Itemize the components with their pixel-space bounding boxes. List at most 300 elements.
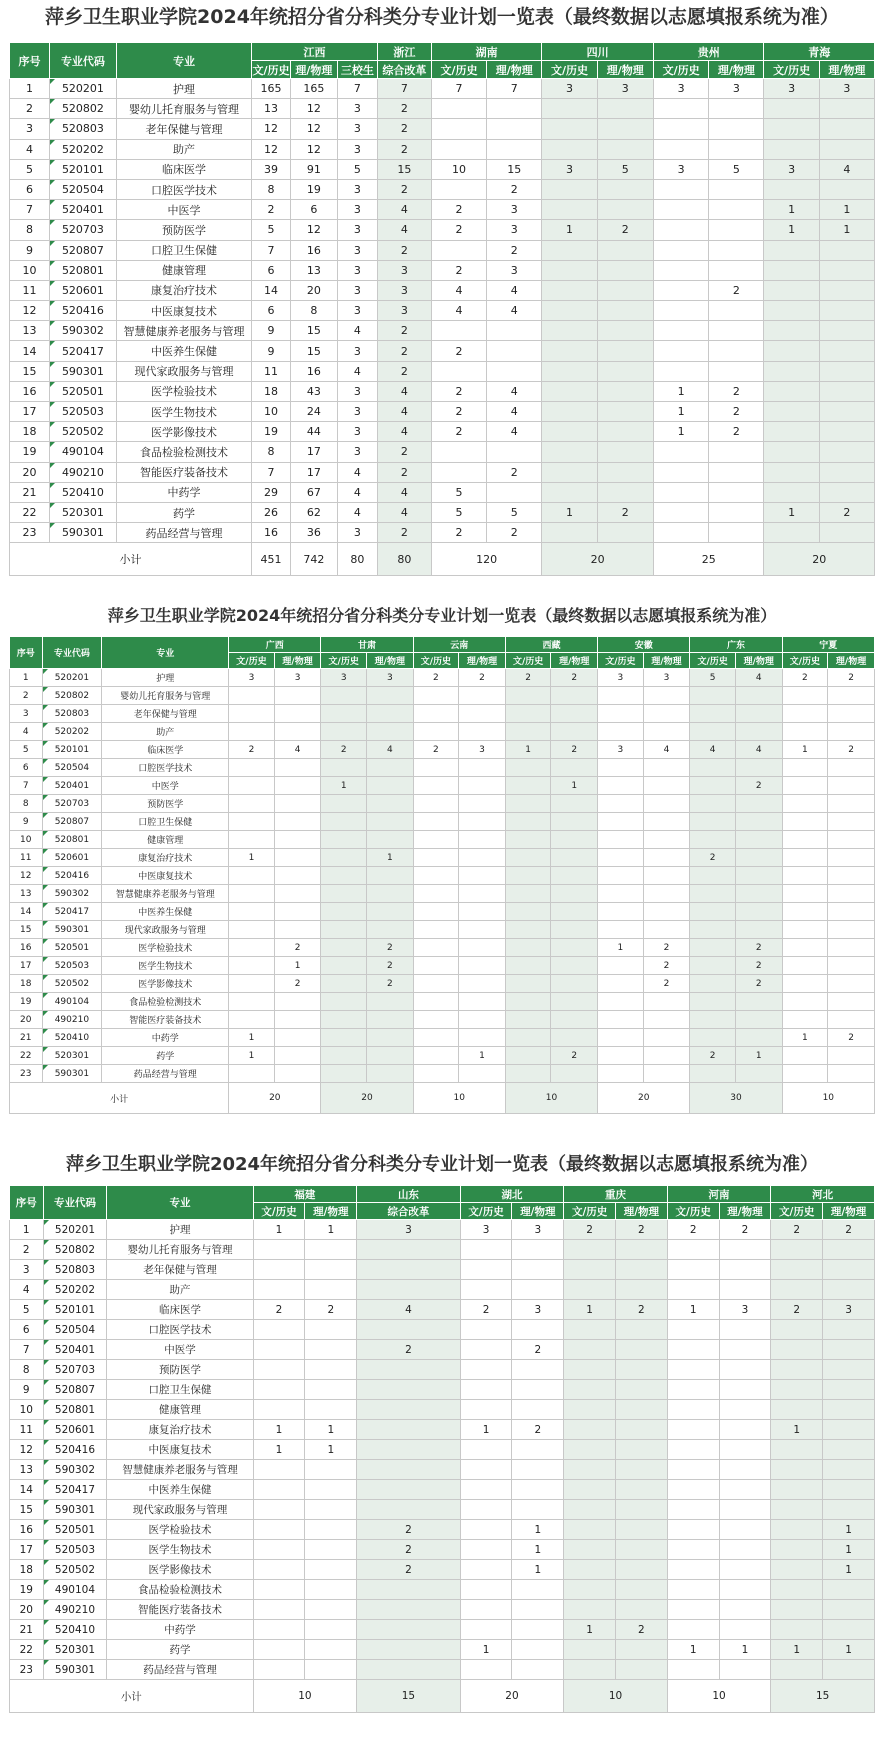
code-cell: 590301 <box>43 1500 107 1520</box>
serial-cell: 5 <box>10 1300 44 1320</box>
table-row <box>10 1280 875 1300</box>
table-row <box>10 1460 875 1480</box>
value-cell <box>460 1260 512 1280</box>
value-cell: 2 <box>357 1520 461 1540</box>
value-cell: 2 <box>487 179 542 199</box>
value-cell: 12 <box>290 220 337 240</box>
value-cell <box>413 705 459 723</box>
value-cell <box>366 831 413 849</box>
major-cell: 健康管理 <box>116 260 251 280</box>
value-cell: 17 <box>290 462 337 482</box>
province-header: 广西 <box>229 637 321 653</box>
value-cell: 24 <box>290 402 337 422</box>
category-header: 理/物理 <box>366 653 413 669</box>
value-cell: 2 <box>597 502 653 522</box>
value-cell <box>564 1660 616 1680</box>
value-cell: 2 <box>709 422 764 442</box>
value-cell: 5 <box>690 669 736 687</box>
value-cell <box>828 867 875 885</box>
value-cell <box>512 1660 564 1680</box>
value-cell <box>616 1280 668 1300</box>
code-cell: 520502 <box>43 1560 107 1580</box>
subtotal-cell: 20 <box>598 1083 690 1114</box>
value-cell <box>357 1460 461 1480</box>
value-cell <box>643 759 690 777</box>
value-cell <box>459 903 506 921</box>
value-cell <box>782 993 828 1011</box>
value-cell <box>505 921 551 939</box>
value-cell: 4 <box>337 462 377 482</box>
value-cell: 165 <box>252 79 291 99</box>
major-cell: 口腔医学技术 <box>107 1320 253 1340</box>
value-cell <box>667 1240 719 1260</box>
value-cell <box>598 885 644 903</box>
value-cell: 5 <box>487 502 542 522</box>
code-cell: 520301 <box>42 1047 102 1065</box>
province-header: 福建 <box>253 1186 357 1203</box>
value-cell: 2 <box>252 200 291 220</box>
category-header: 综合改革 <box>357 1203 461 1220</box>
value-cell <box>542 442 597 462</box>
value-cell: 2 <box>735 777 782 795</box>
serial-cell: 3 <box>10 1260 44 1280</box>
value-cell: 1 <box>564 1620 616 1640</box>
value-cell <box>459 993 506 1011</box>
table-row <box>10 831 875 849</box>
table-row <box>10 502 875 522</box>
major-cell: 医学影像技术 <box>116 422 251 442</box>
value-cell <box>274 795 321 813</box>
value-cell: 2 <box>719 1220 771 1240</box>
major-cell: 现代家政服务与管理 <box>102 921 229 939</box>
table-row <box>10 179 875 199</box>
value-cell <box>771 1560 823 1580</box>
major-cell: 老年保健与管理 <box>107 1260 253 1280</box>
major-cell: 智慧健康养老服务与管理 <box>116 321 251 341</box>
value-cell: 3 <box>823 1300 875 1320</box>
value-cell <box>487 321 542 341</box>
value-cell: 6 <box>252 301 291 321</box>
value-cell <box>616 1340 668 1360</box>
value-cell <box>512 1600 564 1620</box>
value-cell: 2 <box>828 741 875 759</box>
serial-cell: 8 <box>10 795 43 813</box>
value-cell <box>819 341 874 361</box>
value-cell <box>229 939 275 957</box>
value-cell: 3 <box>337 341 377 361</box>
value-cell <box>459 939 506 957</box>
value-cell <box>542 341 597 361</box>
code-cell: 520417 <box>43 1480 107 1500</box>
serial-cell: 10 <box>10 1400 44 1420</box>
major-cell: 临床医学 <box>102 741 229 759</box>
value-cell <box>229 705 275 723</box>
value-cell <box>654 301 709 321</box>
value-cell: 44 <box>290 422 337 442</box>
value-cell: 1 <box>274 957 321 975</box>
value-cell <box>667 1420 719 1440</box>
value-cell <box>229 885 275 903</box>
value-cell: 3 <box>598 669 644 687</box>
subtotal-cell: 120 <box>431 543 541 576</box>
value-cell <box>823 1420 875 1440</box>
category-header: 理/物理 <box>305 1203 357 1220</box>
category-header: 文/历史 <box>229 653 275 669</box>
table-row <box>10 220 875 240</box>
value-cell <box>598 957 644 975</box>
value-cell <box>413 993 459 1011</box>
value-cell <box>551 903 598 921</box>
serial-cell: 22 <box>10 502 50 522</box>
value-cell <box>690 1011 736 1029</box>
value-cell <box>253 1580 305 1600</box>
value-cell: 1 <box>771 1640 823 1660</box>
serial-cell: 11 <box>10 1420 44 1440</box>
value-cell <box>229 831 275 849</box>
value-cell <box>460 1360 512 1380</box>
value-cell <box>229 723 275 741</box>
value-cell: 1 <box>253 1420 305 1440</box>
value-cell <box>709 341 764 361</box>
value-cell <box>542 523 597 543</box>
subtotal-cell: 20 <box>764 543 875 576</box>
value-cell <box>357 1620 461 1640</box>
value-cell <box>542 321 597 341</box>
value-cell <box>459 687 506 705</box>
value-cell <box>667 1280 719 1300</box>
code-cell: 520401 <box>43 1340 107 1360</box>
value-cell: 18 <box>252 381 291 401</box>
value-cell: 4 <box>690 741 736 759</box>
value-cell <box>828 759 875 777</box>
code-cell: 520417 <box>42 903 102 921</box>
table-title: 萍乡卫生职业学院2024年统招分省分科类分专业计划一览表（最终数据以志愿填报系统为准） <box>65 1154 819 1175</box>
value-cell <box>542 119 597 139</box>
value-cell <box>719 1580 771 1600</box>
serial-cell: 21 <box>10 482 50 502</box>
major-cell: 临床医学 <box>107 1300 253 1320</box>
value-cell: 3 <box>542 159 597 179</box>
value-cell <box>597 179 653 199</box>
value-cell <box>598 723 644 741</box>
value-cell <box>305 1540 357 1560</box>
value-cell <box>321 903 367 921</box>
value-cell: 2 <box>551 741 598 759</box>
serial-cell: 16 <box>10 1520 44 1540</box>
code-cell: 520601 <box>49 280 116 300</box>
value-cell <box>771 1400 823 1420</box>
value-cell <box>819 139 874 159</box>
value-cell <box>764 179 819 199</box>
value-cell <box>719 1480 771 1500</box>
value-cell <box>667 1440 719 1460</box>
category-header: 文/历史 <box>542 61 597 79</box>
value-cell: 7 <box>337 79 377 99</box>
value-cell <box>253 1360 305 1380</box>
value-cell: 1 <box>305 1420 357 1440</box>
value-cell <box>321 795 367 813</box>
table-title: 萍乡卫生职业学院2024年统招分省分科类分专业计划一览表（最终数据以志愿填报系统为准） <box>45 6 839 28</box>
value-cell <box>819 321 874 341</box>
value-cell <box>597 422 653 442</box>
value-cell <box>709 361 764 381</box>
value-cell <box>719 1660 771 1680</box>
value-cell <box>460 1440 512 1460</box>
major-cell: 中医养生保健 <box>107 1480 253 1500</box>
code-cell: 520502 <box>49 422 116 442</box>
value-cell <box>782 849 828 867</box>
value-cell <box>771 1620 823 1640</box>
value-cell: 1 <box>512 1520 564 1540</box>
value-cell <box>616 1520 668 1540</box>
code-header: 专业代码 <box>42 637 102 669</box>
value-cell: 5 <box>337 159 377 179</box>
value-cell: 2 <box>431 260 486 280</box>
value-cell <box>357 1260 461 1280</box>
major-cell: 助产 <box>102 723 229 741</box>
table-row <box>10 1260 875 1280</box>
value-cell: 4 <box>735 669 782 687</box>
province-header: 宁夏 <box>782 637 874 653</box>
subtotal-cell: 10 <box>782 1083 874 1114</box>
value-cell <box>551 705 598 723</box>
value-cell <box>542 381 597 401</box>
value-cell <box>597 482 653 502</box>
value-cell <box>690 903 736 921</box>
value-cell: 4 <box>337 502 377 522</box>
value-cell: 2 <box>735 957 782 975</box>
value-cell <box>413 867 459 885</box>
value-cell <box>229 921 275 939</box>
category-header: 文/历史 <box>413 653 459 669</box>
value-cell: 2 <box>357 1560 461 1580</box>
value-cell: 1 <box>229 1029 275 1047</box>
code-cell: 590302 <box>42 885 102 903</box>
value-cell <box>616 1380 668 1400</box>
table-row <box>10 1520 875 1540</box>
value-cell <box>782 867 828 885</box>
value-cell <box>512 1400 564 1420</box>
serial-cell: 10 <box>10 831 43 849</box>
value-cell: 5 <box>431 482 486 502</box>
province-header: 青海 <box>764 43 875 61</box>
value-cell <box>274 777 321 795</box>
code-cell: 520410 <box>49 482 116 502</box>
serial-cell: 13 <box>10 885 43 903</box>
code-cell: 590302 <box>43 1460 107 1480</box>
serial-cell: 11 <box>10 849 43 867</box>
table-row <box>10 669 875 687</box>
value-cell <box>564 1440 616 1460</box>
value-cell <box>597 361 653 381</box>
major-cell: 医学生物技术 <box>116 402 251 422</box>
value-cell <box>828 705 875 723</box>
value-cell <box>828 1047 875 1065</box>
table-row <box>10 1300 875 1320</box>
value-cell <box>413 831 459 849</box>
value-cell <box>229 1011 275 1029</box>
value-cell <box>505 1011 551 1029</box>
value-cell: 1 <box>542 502 597 522</box>
value-cell <box>764 99 819 119</box>
value-cell <box>719 1400 771 1420</box>
value-cell <box>643 885 690 903</box>
value-cell: 1 <box>305 1220 357 1240</box>
value-cell <box>564 1280 616 1300</box>
value-cell <box>598 831 644 849</box>
value-cell <box>512 1460 564 1480</box>
value-cell <box>487 482 542 502</box>
category-header: 文/历史 <box>690 653 736 669</box>
value-cell <box>253 1660 305 1680</box>
value-cell: 3 <box>321 669 367 687</box>
value-cell <box>828 903 875 921</box>
value-cell <box>431 119 486 139</box>
major-cell: 药品经营与管理 <box>102 1065 229 1083</box>
value-cell <box>828 993 875 1011</box>
value-cell <box>459 1029 506 1047</box>
category-header: 理/物理 <box>487 61 542 79</box>
major-cell: 中药学 <box>107 1620 253 1640</box>
value-cell <box>643 921 690 939</box>
value-cell <box>253 1320 305 1340</box>
value-cell <box>771 1660 823 1680</box>
value-cell: 2 <box>229 741 275 759</box>
value-cell <box>305 1500 357 1520</box>
subtotal-label: 小计 <box>10 1680 254 1713</box>
value-cell <box>366 813 413 831</box>
value-cell <box>782 957 828 975</box>
value-cell <box>597 381 653 401</box>
major-cell: 口腔卫生保健 <box>107 1380 253 1400</box>
value-cell: 4 <box>337 482 377 502</box>
value-cell: 2 <box>366 957 413 975</box>
value-cell: 3 <box>274 669 321 687</box>
value-cell <box>828 939 875 957</box>
value-cell <box>764 139 819 159</box>
value-cell <box>616 1480 668 1500</box>
value-cell <box>305 1620 357 1640</box>
province-header: 西藏 <box>505 637 597 653</box>
value-cell <box>709 462 764 482</box>
value-cell <box>735 759 782 777</box>
value-cell: 7 <box>377 79 431 99</box>
value-cell: 4 <box>337 361 377 381</box>
value-cell <box>819 260 874 280</box>
value-cell <box>505 723 551 741</box>
value-cell: 3 <box>337 523 377 543</box>
subtotal-cell: 10 <box>564 1680 668 1713</box>
value-cell: 2 <box>597 220 653 240</box>
value-cell <box>487 119 542 139</box>
value-cell <box>654 99 709 119</box>
value-cell: 4 <box>487 422 542 442</box>
value-cell <box>690 885 736 903</box>
value-cell <box>782 1047 828 1065</box>
value-cell <box>819 99 874 119</box>
table-row <box>10 1220 875 1240</box>
value-cell: 2 <box>735 939 782 957</box>
value-cell <box>654 139 709 159</box>
value-cell <box>551 831 598 849</box>
major-header: 专业 <box>116 43 251 79</box>
value-cell <box>542 179 597 199</box>
code-cell: 590301 <box>49 361 116 381</box>
value-cell: 2 <box>819 502 874 522</box>
value-cell <box>782 939 828 957</box>
value-cell <box>305 1400 357 1420</box>
value-cell <box>828 885 875 903</box>
value-cell: 1 <box>823 1520 875 1540</box>
value-cell: 5 <box>709 159 764 179</box>
value-cell <box>782 885 828 903</box>
value-cell <box>431 462 486 482</box>
value-cell <box>643 777 690 795</box>
category-header: 文/历史 <box>321 653 367 669</box>
serial-cell: 1 <box>10 1220 44 1240</box>
major-cell: 健康管理 <box>102 831 229 849</box>
serial-cell: 8 <box>10 220 50 240</box>
value-cell: 3 <box>337 442 377 462</box>
code-header: 专业代码 <box>49 43 116 79</box>
subtotal-label: 小计 <box>10 1083 229 1114</box>
value-cell <box>823 1440 875 1460</box>
value-cell <box>512 1620 564 1640</box>
table-row <box>10 867 875 885</box>
value-cell <box>598 1065 644 1083</box>
value-cell <box>719 1320 771 1340</box>
value-cell <box>274 903 321 921</box>
value-cell <box>771 1340 823 1360</box>
value-cell <box>459 921 506 939</box>
value-cell <box>709 220 764 240</box>
value-cell <box>764 402 819 422</box>
table-row <box>10 139 875 159</box>
value-cell: 1 <box>823 1640 875 1660</box>
value-cell <box>413 885 459 903</box>
value-cell <box>512 1280 564 1300</box>
subtotal-cell: 30 <box>690 1083 782 1114</box>
value-cell: 2 <box>377 462 431 482</box>
value-cell <box>413 903 459 921</box>
value-cell: 1 <box>459 1047 506 1065</box>
value-cell <box>357 1500 461 1520</box>
value-cell <box>253 1620 305 1640</box>
value-cell: 3 <box>542 79 597 99</box>
table-row <box>10 885 875 903</box>
value-cell <box>487 341 542 361</box>
value-cell <box>431 442 486 462</box>
value-cell <box>366 777 413 795</box>
value-cell <box>459 849 506 867</box>
value-cell <box>709 179 764 199</box>
value-cell <box>321 957 367 975</box>
value-cell <box>459 759 506 777</box>
code-cell: 520703 <box>43 1360 107 1380</box>
value-cell <box>413 777 459 795</box>
value-cell: 3 <box>366 669 413 687</box>
code-cell: 520502 <box>42 975 102 993</box>
subtotal-cell: 10 <box>505 1083 597 1114</box>
value-cell <box>357 1400 461 1420</box>
major-cell: 中医养生保健 <box>116 341 251 361</box>
value-cell: 2 <box>321 741 367 759</box>
plan-table <box>9 636 875 1114</box>
value-cell <box>564 1560 616 1580</box>
serial-cell: 11 <box>10 280 50 300</box>
table-row <box>10 462 875 482</box>
value-cell <box>229 795 275 813</box>
